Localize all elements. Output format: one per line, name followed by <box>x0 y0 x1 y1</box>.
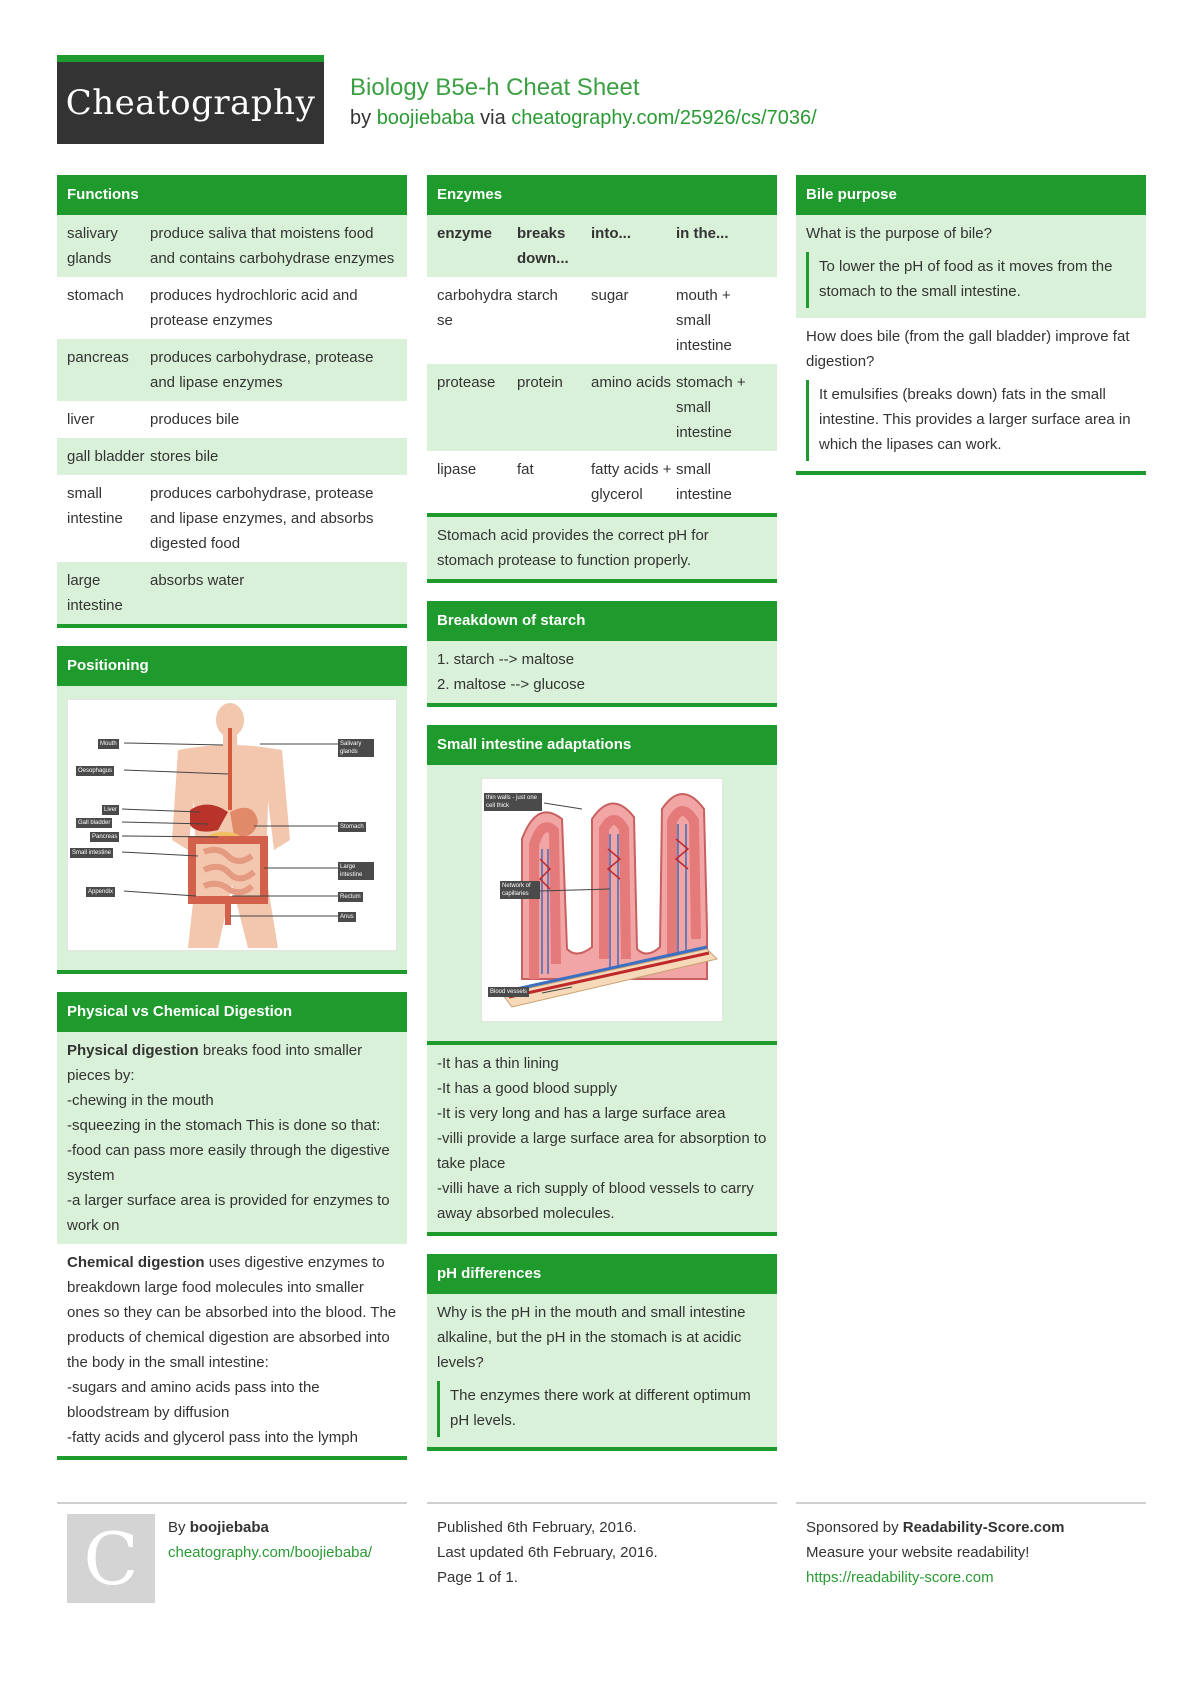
physical-digestion-intro: breaks food into smaller pieces by: <box>67 1042 363 1084</box>
diagram-label: thin walls - just one cell thick <box>484 793 542 811</box>
updated-date: Last updated 6th February, 2016. <box>437 1544 658 1561</box>
table-cell: amino acids <box>591 374 672 391</box>
organ-function: produce saliva that moistens food and contains carbohydrase enzymes <box>150 225 395 267</box>
diagram-label: Small intestine <box>72 850 112 856</box>
diagram-label: Mouth <box>100 741 117 747</box>
list-item: -food can pass more easily through the digestive system <box>67 1142 390 1184</box>
bile-answer-2: It emulsifies (breaks down) fats in the small intestine. This provides a larger surface area in which the lipases can work. <box>806 380 1136 461</box>
table-row <box>427 277 777 364</box>
bile-qa-1 <box>796 215 1146 318</box>
starch-block <box>427 601 777 707</box>
sponsor-tagline: Measure your website readability! <box>806 1544 1030 1561</box>
table-cell: carbohydrase <box>437 287 513 329</box>
footer-author-name: boojiebaba <box>189 1519 269 1536</box>
chemical-digestion-term: Chemical digestion <box>67 1254 205 1271</box>
diagram-label: Oesophagus <box>78 768 113 774</box>
sponsor-name: Readability-Score.com <box>902 1519 1065 1536</box>
footer-author-link[interactable]: cheatography.com/boojiebaba/ <box>168 1544 373 1561</box>
sponsor-link[interactable]: https://readability-score.com <box>806 1569 994 1586</box>
column-2 <box>427 175 777 1469</box>
ph-block <box>427 1254 777 1451</box>
organ-name: large intestine <box>67 572 123 614</box>
positioning-heading: Positioning <box>57 646 407 686</box>
organ-function: absorbs water <box>150 572 245 589</box>
ph-question: Why is the pH in the mouth and small intestine alkaline, but the pH in the stomach is at acidic levels? <box>437 1304 746 1371</box>
table-cell: fat <box>517 461 534 478</box>
page-number: Page 1 of 1. <box>437 1569 518 1586</box>
sponsor-prefix: Sponsored by <box>806 1519 903 1536</box>
physical-digestion-text <box>57 1032 407 1244</box>
table-cell: protease <box>437 374 496 391</box>
column-header: breaks down... <box>517 225 569 267</box>
ph-answer: The enzymes there work at different optimum pH levels. <box>437 1381 767 1437</box>
list-item: -villi provide a large surface area for absorption to take place <box>437 1130 767 1172</box>
adaptations-block <box>427 725 777 1045</box>
diagram-label: Network of capillaries <box>500 881 540 899</box>
organ-name: small intestine <box>67 485 123 527</box>
list-item: -sugars and amino acids pass into the bloodstream by diffusion <box>67 1379 320 1421</box>
enzymes-note: Stomach acid provides the correct pH for stomach protease to function properly. <box>427 517 777 579</box>
organ-function: produces carbohydrase, protease and lipase enzymes <box>150 349 374 391</box>
byline <box>350 107 817 130</box>
adaptations-list <box>427 1045 777 1232</box>
list-item: -It is very long and has a large surface area <box>437 1105 726 1122</box>
byline-via: via <box>474 107 512 129</box>
organ-function: stores bile <box>150 448 219 465</box>
bile-question-1: What is the purpose of bile? <box>806 225 992 242</box>
table-header-row <box>427 215 777 277</box>
table-row <box>57 475 407 562</box>
diagram-label: Pancreas <box>92 834 118 840</box>
footer-divider <box>57 1502 407 1504</box>
table-cell: sugar <box>591 287 629 304</box>
organ-function: produces bile <box>150 411 240 428</box>
villi-figure-wrap <box>427 765 777 1041</box>
table-row <box>57 277 407 339</box>
organ-name: salivary glands <box>67 225 118 267</box>
organ-function: produces hydrochloric acid and protease enzymes <box>150 287 358 329</box>
starch-heading: Breakdown of starch <box>427 601 777 641</box>
functions-block <box>57 175 407 628</box>
logo-text: Cheatography <box>65 83 316 123</box>
footer-author <box>168 1515 372 1565</box>
list-item: -It has a thin lining <box>437 1055 559 1072</box>
digestive-system-diagram <box>67 699 397 951</box>
list-item: -a larger surface area is provided for enzymes to work on <box>67 1192 390 1234</box>
diagram-label: Anus <box>340 914 354 920</box>
column-header: in the... <box>676 225 729 242</box>
list-item: -villi have a rich supply of blood vessels to carry away absorbed molecules. <box>437 1180 754 1222</box>
organ-name: stomach <box>67 287 124 304</box>
list-item: -chewing in the mouth <box>67 1092 214 1109</box>
diagram-label: Salivary glands <box>338 739 374 757</box>
physical-digestion-term: Physical digestion <box>67 1042 199 1059</box>
footer-divider <box>427 1502 777 1504</box>
diagram-label: Stomach <box>340 824 364 830</box>
bile-qa-2 <box>796 318 1146 471</box>
diagram-label: Large intestine <box>338 862 374 880</box>
footer-divider <box>796 1502 1146 1504</box>
table-cell: protein <box>517 374 563 391</box>
organ-name: gall bladder <box>67 448 145 465</box>
author-avatar[interactable] <box>67 1514 155 1603</box>
table-row <box>57 438 407 475</box>
ph-heading: pH differences <box>427 1254 777 1294</box>
footer-sponsor <box>806 1515 1064 1590</box>
positioning-block <box>57 646 407 974</box>
list-item: -It has a good blood supply <box>437 1080 618 1097</box>
diagram-label: Gall bladder <box>78 820 111 826</box>
physical-chemical-heading: Physical vs Chemical Digestion <box>57 992 407 1032</box>
page-title: Biology B5e-h Cheat Sheet <box>350 74 640 101</box>
table-cell: fatty acids + glycerol <box>591 461 672 503</box>
author-link[interactable]: boojiebaba <box>376 107 475 129</box>
organ-function: produces carbohydrase, protease and lipase enzymes, and absorbs digested food <box>150 485 374 552</box>
table-row <box>57 401 407 438</box>
table-cell: small intestine <box>676 461 732 503</box>
functions-heading: Functions <box>57 175 407 215</box>
enzymes-heading: Enzymes <box>427 175 777 215</box>
enzymes-block <box>427 175 777 517</box>
adaptations-heading: Small intestine adaptations <box>427 725 777 765</box>
ph-qa <box>427 1294 777 1447</box>
table-row <box>427 451 777 513</box>
column-header: enzyme <box>437 225 493 242</box>
table-cell: mouth + small intestine <box>676 287 732 354</box>
table-row <box>57 339 407 401</box>
column-1 <box>57 175 407 1478</box>
table-cell: stomach + small intestine <box>676 374 746 441</box>
footer-by-prefix: By <box>168 1519 190 1536</box>
physical-chemical-block <box>57 992 407 1460</box>
table-row <box>57 562 407 624</box>
organ-name: liver <box>67 411 95 428</box>
column-3 <box>796 175 1146 493</box>
bile-question-2: How does bile (from the gall bladder) improve fat digestion? <box>806 328 1130 370</box>
adaptations-list-block <box>427 1045 777 1236</box>
column-header: into... <box>591 225 631 242</box>
byline-prefix: by <box>350 107 377 129</box>
enzymes-note-block <box>427 517 777 583</box>
list-item: -squeezing in the stomach This is done so that: <box>67 1117 381 1134</box>
bile-heading: Bile purpose <box>796 175 1146 215</box>
diagram-label: Blood vessels <box>490 989 528 995</box>
table-cell: lipase <box>437 461 477 478</box>
table-row <box>57 215 407 277</box>
list-item: -fatty acids and glycerol pass into the lymph <box>67 1429 358 1446</box>
list-item: 1. starch --> maltose <box>437 651 575 668</box>
footer-publish-info <box>437 1515 658 1590</box>
table-row <box>427 364 777 451</box>
organ-name: pancreas <box>67 349 129 366</box>
list-item: 2. maltose --> glucose <box>437 676 585 693</box>
cheatography-logo[interactable] <box>57 55 324 144</box>
published-date: Published 6th February, 2016. <box>437 1519 637 1536</box>
villi-illustration <box>482 779 722 1021</box>
villi-diagram <box>481 778 723 1022</box>
sheet-url-link[interactable]: cheatography.com/25926/cs/7036/ <box>511 107 817 129</box>
chemical-digestion-text <box>57 1244 407 1456</box>
avatar-letter: C <box>83 1516 139 1601</box>
bile-block <box>796 175 1146 475</box>
table-cell: starch <box>517 287 558 304</box>
bile-answer-1: To lower the pH of food as it moves from the stomach to the small intestine. <box>806 252 1136 308</box>
starch-list <box>427 641 777 703</box>
diagram-label: Appendix <box>88 889 114 895</box>
diagram-label: Liver <box>104 807 118 813</box>
diagram-label: Rectum <box>340 894 361 900</box>
positioning-figure-wrap <box>57 686 407 970</box>
chemical-digestion-intro: uses digestive enzymes to breakdown large food molecules into smaller ones so they can be absorbed into the blood. The products of chemical digestion are absorbed into the body in the small intestine: <box>67 1254 397 1371</box>
